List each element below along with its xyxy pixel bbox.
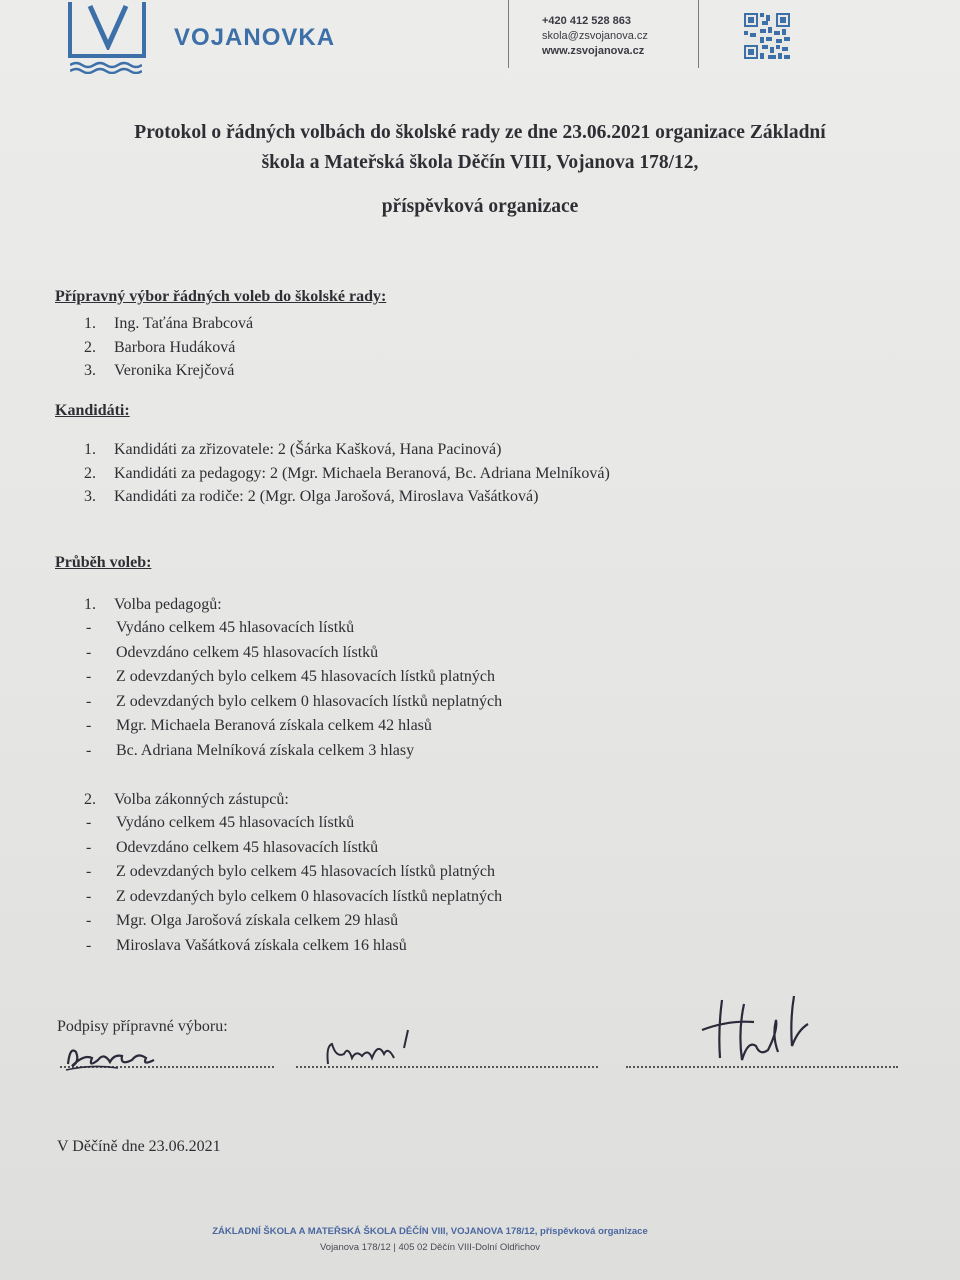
brand-name: VOJANOVKA — [174, 24, 336, 51]
candidates-list — [84, 438, 610, 509]
place-and-date: V Děčíně dne 23.06.2021 — [57, 1138, 221, 1155]
website-link[interactable]: www.zsvojanova.cz — [542, 45, 645, 57]
signatures-label: Podpisy přípravné výboru: — [57, 1018, 228, 1035]
list-item: - Mgr. Olga Jarošová získala celkem 29 hlasů — [86, 912, 399, 929]
logo-v-icon — [86, 4, 130, 50]
list-item: - Mgr. Michaela Beranová získala celkem 42 hlasů — [86, 717, 432, 734]
list-item: - Miroslava Vašátková získala celkem 16 hlasů — [86, 936, 407, 954]
phone-number: +420 412 528 863 — [542, 15, 632, 27]
process-heading: Průběh voleb: — [55, 554, 152, 571]
list-item: 2. Kandidáti za pedagogy: 2 (Mgr. Michaela Beranová, Bc. Adriana Melníková) — [84, 464, 610, 482]
document-subtitle: příspěvková organizace — [381, 196, 579, 217]
signature-image — [322, 1024, 422, 1072]
teachers-vote-results — [86, 616, 502, 763]
signature-image — [698, 990, 818, 1072]
list-item: 3. Kandidáti za rodiče: 2 (Mgr. Olga Jarošová, Miroslava Vašátková) — [84, 488, 539, 505]
header-divider — [508, 0, 509, 68]
logo-waves-icon — [70, 60, 142, 74]
footer-address: Vojanova 178/12 | 405 02 Děčín VIII-Dolní Oldřichov — [319, 1242, 541, 1253]
contact-block — [542, 14, 648, 59]
teachers-vote-title: 1. Volba pedagogů: — [84, 596, 222, 613]
list-item: 2. Barbora Hudáková — [84, 338, 236, 356]
list-item: 1. Kandidáti za zřizovatele: 2 (Šárka Kašková, Hana Pacinová) — [84, 441, 502, 458]
qr-code-icon — [744, 13, 790, 59]
list-item: - Bc. Adriana Melníková získala celkem 3 hlasy — [86, 741, 415, 759]
list-item: - Z odevzdaných bylo celkem 0 hlasovacích lístků neplatných — [86, 692, 503, 710]
list-item: - Odevzdáno celkem 45 hlasovacích lístků — [86, 838, 379, 856]
list-item: - Z odevzdaných bylo celkem 0 hlasovacích lístků neplatných — [86, 887, 503, 905]
list-item: - Z odevzdaných bylo celkem 45 hlasovacích lístků platných — [86, 863, 495, 880]
footer-organization: ZÁKLADNÍ ŠKOLA A MATEŘSKÁ ŠKOLA DĚČÍN VIII, VOJANOVA 178/12, příspěvková organizace — [212, 1226, 648, 1237]
title-line: škola a Mateřská škola Děčín VIII, Vojanova 178/12, — [261, 152, 699, 173]
title-line: Protokol o řádných volbách do školské rady ze dne 23.06.2021 organizace Základní — [134, 122, 826, 143]
parents-vote-title: 2. Volba zákonných zástupců: — [84, 791, 289, 808]
committee-heading: Přípravný výbor řádných voleb do školské rady: — [55, 288, 387, 305]
candidates-heading: Kandidáti: — [55, 402, 130, 419]
parents-vote-results — [86, 811, 502, 958]
list-item: 1. Ing. Taťána Brabcová — [84, 315, 254, 332]
list-item: - Z odevzdaných bylo celkem 45 hlasovacích lístků platných — [86, 668, 495, 685]
email-address: skola@zsvojanova.cz — [542, 30, 648, 42]
document-title — [60, 118, 900, 178]
committee-list — [84, 312, 253, 383]
list-item: - Vydáno celkem 45 hlasovacích lístků — [86, 814, 355, 831]
signature-image — [62, 1034, 162, 1074]
list-item: 3. Veronika Krejčová — [84, 362, 235, 379]
list-item: - Odevzdáno celkem 45 hlasovacích lístků — [86, 643, 379, 661]
list-item: - Vydáno celkem 45 hlasovacích lístků — [86, 619, 355, 636]
header-divider — [698, 0, 699, 68]
